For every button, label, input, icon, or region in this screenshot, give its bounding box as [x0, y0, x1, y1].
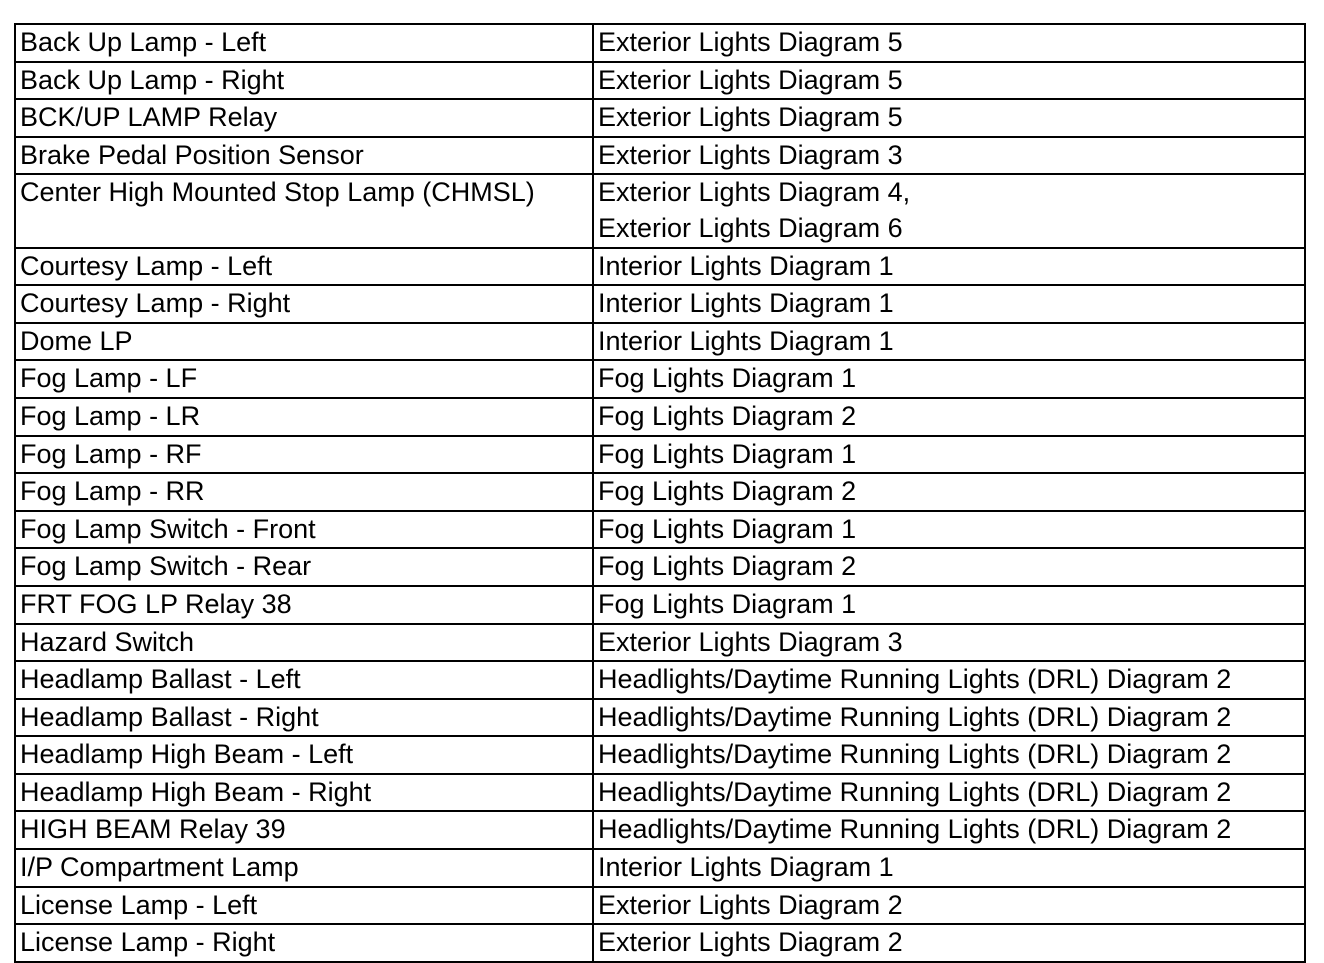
diagram-reference: Exterior Lights Diagram 5	[598, 27, 903, 57]
component-cell: Fog Lamp Switch - Rear	[15, 548, 593, 586]
diagram-cell	[593, 99, 1305, 137]
component-cell: Courtesy Lamp - Left	[15, 248, 593, 286]
component-cell: License Lamp - Left	[15, 887, 593, 925]
diagram-reference: Headlights/Daytime Running Lights (DRL) Diagram 2	[598, 814, 1232, 845]
diagram-reference: Interior Lights Diagram 1	[598, 852, 894, 883]
diagram-cell	[593, 360, 1305, 398]
diagram-cell	[593, 137, 1305, 175]
table-row	[15, 774, 1305, 812]
table-row	[15, 473, 1305, 511]
table-row	[15, 285, 1305, 323]
component-cell: BCK/UP LAMP Relay	[15, 99, 593, 137]
table-row	[15, 398, 1305, 436]
diagram-reference: Headlights/Daytime Running Lights (DRL) Diagram 2	[598, 776, 1232, 807]
diagram-reference: Fog Lights Diagram 1	[598, 438, 857, 469]
table-row	[15, 849, 1305, 887]
diagram-cell	[593, 398, 1305, 436]
diagram-cell	[593, 436, 1305, 474]
diagram-cell	[593, 849, 1305, 887]
component-cell: Headlamp High Beam - Left	[15, 736, 593, 774]
diagram-cell	[593, 174, 1305, 247]
diagram-cell	[593, 736, 1305, 774]
diagram-cell	[593, 323, 1305, 361]
diagram-cell	[593, 62, 1305, 100]
component-cell: License Lamp - Right	[15, 924, 593, 962]
table-row	[15, 548, 1305, 586]
diagram-cell	[593, 774, 1305, 812]
diagram-reference: Interior Lights Diagram 1	[598, 250, 894, 281]
component-cell: FRT FOG LP Relay 38	[15, 586, 593, 624]
diagram-reference: Fog Lights Diagram 1	[598, 363, 857, 394]
component-cell: Headlamp Ballast - Right	[15, 699, 593, 737]
component-cell: Hazard Switch	[15, 624, 593, 662]
diagram-reference: Headlights/Daytime Running Lights (DRL) Diagram 2	[598, 664, 1232, 695]
table-row	[15, 174, 1305, 247]
table-row	[15, 924, 1305, 962]
diagram-cell	[593, 661, 1305, 699]
component-cell: HIGH BEAM Relay 39	[15, 811, 593, 849]
diagram-cell	[593, 924, 1305, 962]
diagram-reference: Exterior Lights Diagram 2	[598, 927, 903, 958]
component-cell: Headlamp High Beam - Right	[15, 774, 593, 812]
diagram-reference: Exterior Lights Diagram 3	[598, 626, 903, 657]
table-row	[15, 624, 1305, 662]
component-cell: Headlamp Ballast - Left	[15, 661, 593, 699]
diagram-cell	[593, 624, 1305, 662]
diagram-cell	[593, 699, 1305, 737]
table-row	[15, 699, 1305, 737]
table-row	[15, 661, 1305, 699]
table-row	[15, 99, 1305, 137]
diagram-reference: Headlights/Daytime Running Lights (DRL) Diagram 2	[598, 739, 1232, 770]
diagram-cell	[593, 586, 1305, 624]
table-row	[15, 811, 1305, 849]
component-cell: Back Up Lamp - Right	[15, 62, 593, 100]
table-row	[15, 62, 1305, 100]
diagram-reference: Interior Lights Diagram 1	[598, 288, 894, 319]
component-cell: I/P Compartment Lamp	[15, 849, 593, 887]
table-row	[15, 360, 1305, 398]
diagram-reference: Exterior Lights Diagram 5	[598, 102, 903, 133]
component-cell: Fog Lamp - LR	[15, 398, 593, 436]
table-row	[15, 24, 1305, 62]
diagram-reference: Exterior Lights Diagram 4,	[598, 177, 911, 208]
component-cell: Courtesy Lamp - Right	[15, 285, 593, 323]
diagram-cell	[593, 811, 1305, 849]
diagram-cell	[593, 24, 1305, 62]
diagram-reference: Interior Lights Diagram 1	[598, 325, 894, 356]
diagram-cell	[593, 887, 1305, 925]
diagram-reference: Exterior Lights Diagram 6	[598, 212, 903, 243]
component-cell: Center High Mounted Stop Lamp (CHMSL)	[15, 174, 593, 247]
table-row	[15, 586, 1305, 624]
diagram-cell	[593, 473, 1305, 511]
diagram-reference: Exterior Lights Diagram 2	[598, 889, 903, 920]
diagram-reference: Fog Lights Diagram 2	[598, 400, 857, 431]
table-row	[15, 323, 1305, 361]
diagram-cell	[593, 248, 1305, 286]
component-cell: Fog Lamp - LF	[15, 360, 593, 398]
component-cell: Fog Lamp Switch - Front	[15, 511, 593, 549]
diagram-reference: Fog Lights Diagram 1	[598, 513, 857, 544]
component-cell: Fog Lamp - RR	[15, 473, 593, 511]
diagram-reference: Fog Lights Diagram 2	[598, 476, 857, 507]
table-row	[15, 887, 1305, 925]
component-cell: Brake Pedal Position Sensor	[15, 137, 593, 175]
table-body	[15, 24, 1305, 962]
diagram-reference: Headlights/Daytime Running Lights (DRL) Diagram 2	[598, 701, 1232, 732]
table-row	[15, 248, 1305, 286]
diagram-reference: Fog Lights Diagram 2	[598, 551, 857, 582]
diagram-cell	[593, 511, 1305, 549]
table-row	[15, 511, 1305, 549]
component-cell: Dome LP	[15, 323, 593, 361]
component-diagram-table	[14, 23, 1306, 963]
diagram-reference: Exterior Lights Diagram 3	[598, 139, 903, 170]
table-row	[15, 436, 1305, 474]
table-row	[15, 137, 1305, 175]
table-row	[15, 736, 1305, 774]
diagram-reference: Exterior Lights Diagram 5	[598, 64, 903, 95]
diagram-cell	[593, 548, 1305, 586]
component-cell: Fog Lamp - RF	[15, 436, 593, 474]
component-cell: Back Up Lamp - Left	[15, 24, 593, 62]
diagram-reference: Fog Lights Diagram 1	[598, 588, 857, 619]
diagram-cell	[593, 285, 1305, 323]
